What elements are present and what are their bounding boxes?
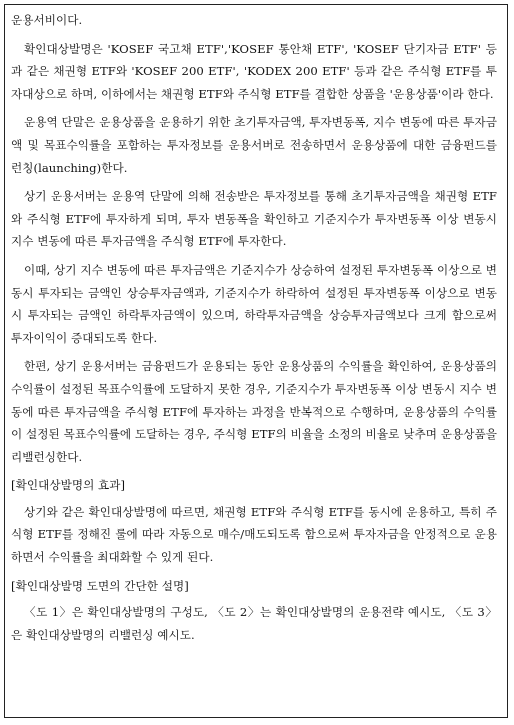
document-body (11, 9, 497, 652)
paragraph-investment-targets: 확인대상발명은 'KOSEF 국고채 ETF','KOSEF 통안채 ETF', 'KOSEF 단기자금 ETF' 등과 같은 채권형 ETF와 'KOSEF 200 ETF', 'KODEX 200 ETF' 등과 같은 주식형 ETF를 투자대상으로 하며, 이하에서는 채권형 ETF와 주식형 ETF를 결합한 상품을 '운용상품'이라 한다. (11, 41, 497, 101)
paragraph-operator-terminal: 운용역 단말은 운용상품을 운용하기 위한 초기투자금액, 투자변동폭, 지수 변동에 따른 투자금액 및 목표수익률을 포함하는 투자정보를 운용서버로 전송하면서 운용상품에 대한 금융펀드를 런칭(launching)한다. (11, 115, 497, 175)
paragraph-index-change: 이때, 상기 지수 변동에 따른 투자금액은 기준지수가 상승하여 설정된 투자변동폭 이상으로 변동시 투자되는 금액인 상승투자금액과, 기준지수가 하락하여 설정된 투자변동폭 이상으로 변동시 투자되는 금액인 하락투자금액이 있으며, 하락투자금액을 상승투자금액보다 크게 함으로써 투자이익이 증대되도록 한다. (11, 262, 497, 345)
paragraph-drawings: 〈도 1〉은 확인대상발명의 구성도, 〈도 2〉는 확인대상발명의 운용전략 예시도, 〈도 3〉은 확인대상발명의 리밸런싱 예시도. (11, 605, 497, 642)
paragraph-intro: 운용서비이다. (11, 13, 83, 27)
section-heading-drawings: [확인대상발명 도면의 간단한 설명] (11, 578, 189, 593)
section-heading-effects: [확인대상발명의 효과] (11, 478, 126, 493)
paragraph-server-investment: 상기 운용서버는 운용역 단말에 의해 전송받은 투자정보를 통해 초기투자금액을 채권형 ETF와 주식형 ETF에 투자하게 되며, 투자 변동폭을 확인하고 기준지수가 투자변동폭 이상 변동시 지수 변동에 따른 투자금액을 주식형 ETF에 투자한다. (11, 189, 497, 249)
document-frame (4, 4, 508, 718)
paragraph-rebalancing: 한편, 상기 운용서버는 금융펀드가 운용되는 동안 운용상품의 수익률을 확인하여, 운용상품의 수익률이 설정된 목표수익률에 도달하지 못한 경우, 기준지수가 투자변동폭 이상 변동시 지수 변동에 따른 투자금액을 주식형 ETF에 투자하는 과정을 반복적으로 수행하며, 운용상품의 수익률이 설정된 목표수익률에 도달하는 경우, 주식형 ETF의 비율을 소정의 비율로 낮추며 운용상품을 리밸런싱한다. (11, 359, 497, 464)
paragraph-effects: 상기와 같은 확인대상발명에 따르면, 채권형 ETF와 주식형 ETF를 동시에 운용하고, 특히 주식형 ETF를 정해진 룰에 따라 자동으로 매수/매도되도록 함으로써 투자자금을 안정적으로 운용하면서 수익률을 최대화할 수 있게 된다. (11, 504, 497, 565)
